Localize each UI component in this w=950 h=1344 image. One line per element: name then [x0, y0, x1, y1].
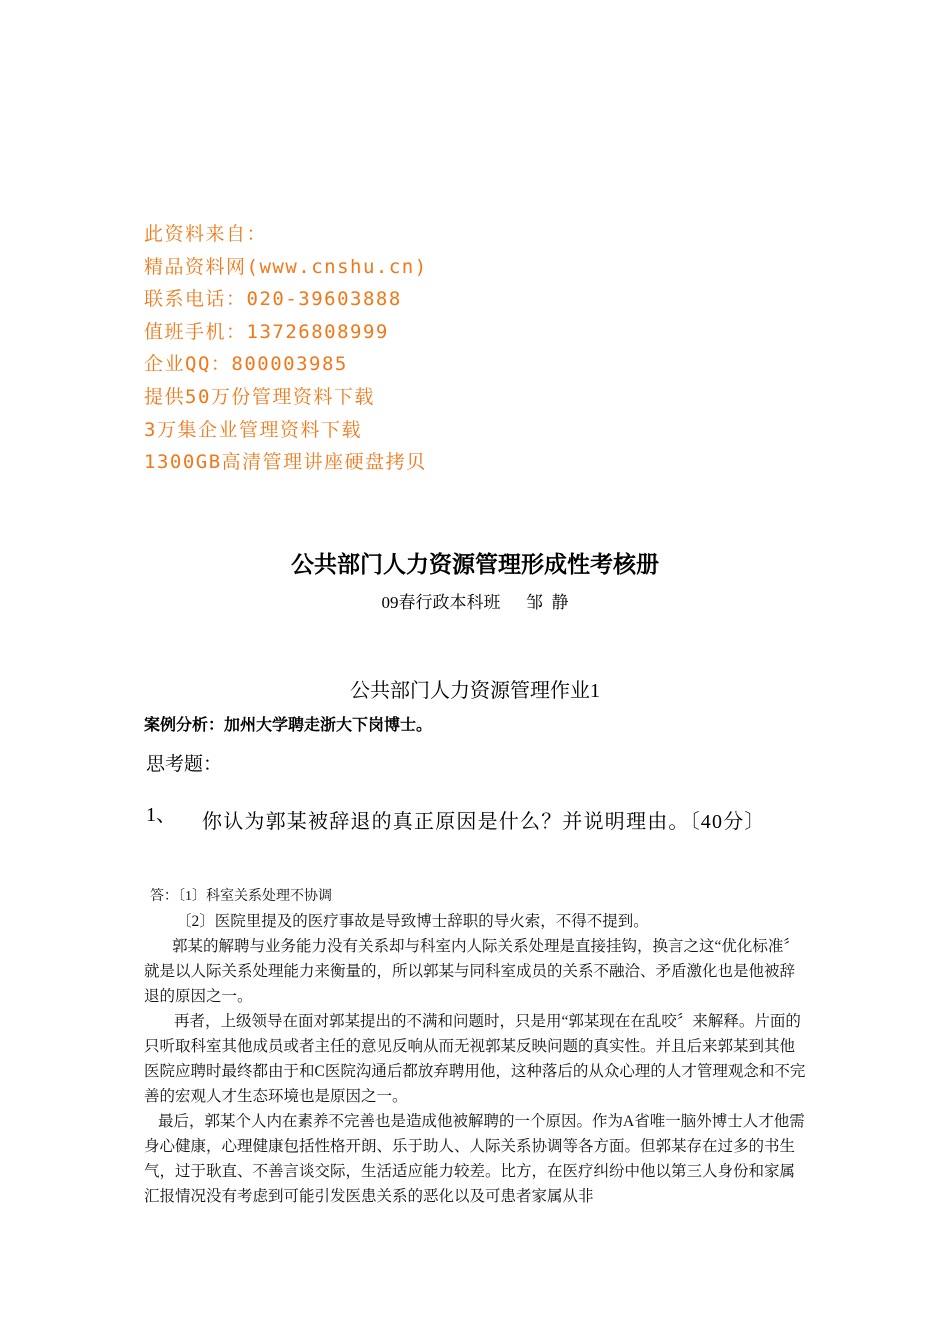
answer-point-1: 答：〔1〕科室关系处理不协调 — [150, 889, 332, 904]
homework-title: 公共部门人力资源管理作业1 — [350, 680, 600, 702]
answer-paragraph-1: 郭某的解聘与业务能力没有关系却与科室内人际关系处理是直接挂钩，换言之这“优化标准〞就是以人际关系处理能力来衡量的，所以郭某与同科室成员的关系不融洽、矛盾激化也是他被辞退的原因之一。 — [144, 938, 799, 1005]
case-heading: 案例分析：加州大学聘走浙大下岗博士。 — [144, 717, 433, 734]
promo-line-source: 此资料来自： — [144, 223, 268, 245]
answer-point-2: 〔2〕医院里提及的医疗事故是导致博士辞职的导火索，不得不提到。 — [176, 913, 649, 930]
question-text: 你认为郭某被辞退的真正原因是什么？并说明理由。〔40分〕 — [202, 811, 766, 833]
document-title: 公共部门人力资源管理形成性考核册 — [291, 552, 659, 577]
promo-line-offer-1: 提供50万份管理资料下载 — [144, 385, 375, 408]
promo-line-website: 精品资料网(www.cnshu.cn) — [144, 255, 428, 278]
promo-line-mobile: 值班手机：13726808999 — [144, 320, 389, 343]
think-label: 思考题： — [146, 754, 223, 775]
answer-paragraph-2: 再者，上级领导在面对郭某提出的不满和问题时，只是用“郭某现在在乱咬〞来解释。片面的只听取科室其他成员或者主任的意见反响从而无视郭某反映问题的真实性。并且后来郭某到其他医院应聘时最终都由于和C医院沟通后都放弃聘用他，这种落后的从众心理的人才管理观念和不完善的宏观人才生态环境也是原因之一。 — [144, 1013, 806, 1105]
document-subtitle: 09春行政本科班 邹 静 — [381, 593, 569, 612]
promo-line-offer-3: 1300GB高清管理讲座硬盘拷贝 — [144, 451, 427, 474]
promo-line-qq: 企业QQ：800003985 — [144, 353, 348, 376]
promo-line-phone: 联系电话：020-39603888 — [144, 288, 402, 311]
promo-line-offer-2: 3万集企业管理资料下载 — [144, 418, 362, 441]
answer-body — [144, 884, 806, 1209]
answer-paragraph-3: 最后，郭某个人内在素养不完善也是造成他被解聘的一个原因。作为A省唯一脑外博士人才他需身心健康，心理健康包括性格开朗、乐于助人、人际关系协调等各方面。但郭某存在过多的书生气，过于耿直、不善言谈交际，生活适应能力较差。比方，在医疗纠纷中他以第三人身份和家属汇报情况没有考虑到可能引发医患关系的恶化以及可患者家属从非 — [144, 1113, 805, 1205]
question-number: 1、 — [146, 804, 176, 826]
promo-block — [144, 218, 428, 479]
